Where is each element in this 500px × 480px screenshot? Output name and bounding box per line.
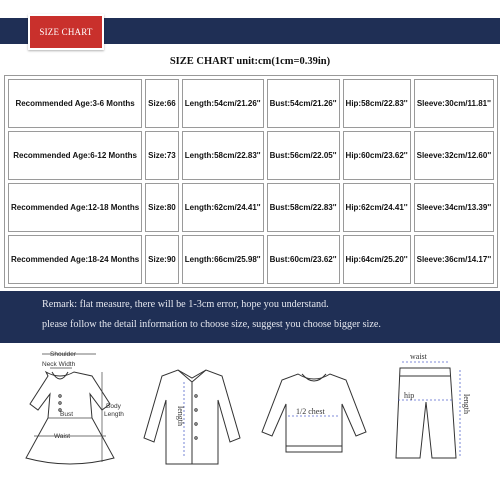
sweater-diagram bbox=[258, 346, 370, 478]
pants-length-label: length bbox=[462, 394, 471, 414]
size-cell: Size:80 bbox=[145, 183, 179, 232]
size-cell: Bust:60cm/23.62'' bbox=[267, 235, 340, 284]
dress-neck-label: Neck Width bbox=[42, 361, 76, 368]
dress-body-label-1: Body bbox=[106, 403, 121, 410]
size-chart-tag-label: SIZE CHART bbox=[39, 27, 93, 37]
size-cell: Length:62cm/24.41'' bbox=[182, 183, 264, 232]
size-cell: Sleeve:36cm/14.17'' bbox=[414, 235, 495, 284]
remark-line-1: Remark: flat measure, there will be 1-3cm error, hope you understand. bbox=[42, 299, 329, 310]
size-cell: Hip:60cm/23.62'' bbox=[343, 131, 411, 180]
size-cell: Sleeve:30cm/11.81'' bbox=[414, 79, 495, 128]
shirt-length-label: length bbox=[176, 406, 185, 426]
dress-shoulder-label: Shoulder bbox=[50, 351, 77, 358]
size-cell: Bust:56cm/22.05'' bbox=[267, 131, 340, 180]
size-cell: Sleeve:34cm/13.39'' bbox=[414, 183, 495, 232]
remark-line-2: please follow the detail information to choose size, suggest you choose bigger size. bbox=[42, 319, 381, 330]
size-cell: Size:90 bbox=[145, 235, 179, 284]
size-cell: Hip:64cm/25.20'' bbox=[343, 235, 411, 284]
pants-diagram bbox=[376, 346, 496, 478]
size-cell: Recommended Age:18-24 Months bbox=[8, 235, 142, 284]
pants-waist-label: waist bbox=[410, 352, 427, 361]
size-cell: Recommended Age:3-6 Months bbox=[8, 79, 142, 128]
dress-body-label-2: Length bbox=[104, 411, 124, 418]
size-row bbox=[8, 235, 494, 284]
remark-band bbox=[0, 291, 500, 343]
dress-waist-label: Waist bbox=[54, 433, 71, 440]
size-cell: Recommended Age:12-18 Months bbox=[8, 183, 142, 232]
size-cell: Hip:58cm/22.83'' bbox=[343, 79, 411, 128]
size-row bbox=[8, 79, 494, 128]
size-row bbox=[8, 183, 494, 232]
size-table bbox=[4, 75, 498, 288]
dress-bust-label: Bust bbox=[60, 411, 74, 418]
size-cell: Length:54cm/21.26'' bbox=[182, 79, 264, 128]
pants-hip-label: hip bbox=[404, 391, 415, 400]
sweater-chest-label: 1/2 chest bbox=[296, 407, 325, 416]
size-cell: Length:58cm/22.83'' bbox=[182, 131, 264, 180]
size-chart-tag bbox=[28, 14, 104, 50]
dress-diagram bbox=[6, 346, 134, 478]
shirt-diagram bbox=[138, 346, 248, 478]
size-cell: Bust:58cm/22.83'' bbox=[267, 183, 340, 232]
size-cell: Recommended Age:6-12 Months bbox=[8, 131, 142, 180]
size-cell: Length:66cm/25.98'' bbox=[182, 235, 264, 284]
size-cell: Size:66 bbox=[145, 79, 179, 128]
size-cell: Size:73 bbox=[145, 131, 179, 180]
size-row bbox=[8, 131, 494, 180]
chart-title: SIZE CHART unit:cm(1cm=0.39in) bbox=[169, 56, 331, 67]
size-cell: Bust:54cm/21.26'' bbox=[267, 79, 340, 128]
size-cell: Sleeve:32cm/12.60'' bbox=[414, 131, 495, 180]
size-cell: Hip:62cm/24.41'' bbox=[343, 183, 411, 232]
